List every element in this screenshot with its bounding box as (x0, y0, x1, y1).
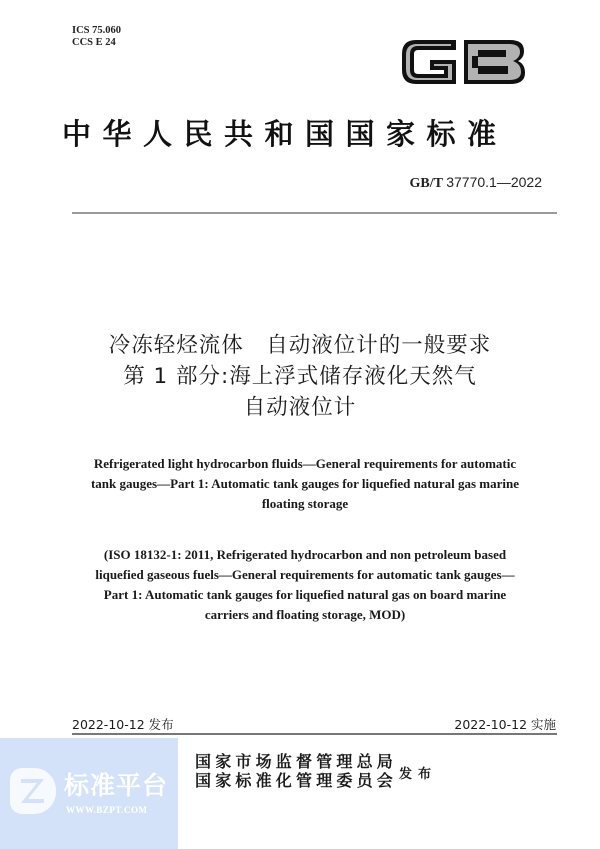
chinese-title-line-1: 冷冻轻烃流体 自动液位计的一般要求 (108, 333, 492, 358)
publisher-1: 国家市场监督管理总局 (195, 752, 398, 771)
chinese-title (0, 330, 600, 423)
chinese-title-line-2: 第 1 部分:海上浮式储存液化天然气 (123, 364, 477, 389)
iso-reference-line-1: (ISO 18132-1: 2011, Refrigerated hydrocarbon and non petroleum based (103, 547, 507, 562)
standard-prefix: GB/T (409, 176, 443, 191)
english-title-line-3: floating storage (261, 496, 349, 511)
watermark-logo (10, 768, 56, 814)
bottom-divider (72, 733, 557, 735)
iso-reference (60, 545, 550, 625)
issue-date: 2022-10-12 发布 (72, 717, 174, 732)
iso-reference-line-4: carriers and floating storage, MOD) (204, 607, 406, 622)
publisher-2: 国家标准化管理委员会 (195, 771, 398, 790)
top-divider (72, 212, 557, 214)
english-title-line-1: Refrigerated light hydrocarbon fluids—General requirements for automatic (93, 456, 517, 471)
classification-codes (72, 25, 121, 49)
watermark-name: 标准平台 (64, 771, 169, 800)
bz-logo-icon (18, 775, 48, 807)
english-title (60, 454, 550, 514)
publishers (195, 752, 397, 790)
watermark-banner[interactable] (0, 738, 178, 849)
national-standard-title: 中华人民共和国国家标准 (62, 117, 508, 151)
publish-label: 发布 (399, 767, 438, 782)
chinese-title-line-3: 自动液位计 (243, 395, 357, 420)
watermark-url[interactable]: WWW.BZPT.COM (66, 805, 148, 815)
iso-reference-line-3: Part 1: Automatic tank gauges for liquefied natural gas on board marine (103, 587, 507, 602)
gb-logo-icon (398, 34, 528, 90)
standard-number-value: 37770.1—2022 (446, 174, 542, 190)
iso-reference-line-2: liquefied gaseous fuels—General requirements for automatic tank gauges— (95, 567, 515, 582)
ics-code: ICS 75.060 (72, 25, 122, 36)
ccs-code: CCS E 24 (72, 37, 116, 48)
standard-number (410, 174, 542, 192)
english-title-line-2: tank gauges—Part 1: Automatic tank gauges for liquefied natural gas marine (90, 476, 520, 491)
implementation-date: 2022-10-12 实施 (454, 717, 556, 732)
